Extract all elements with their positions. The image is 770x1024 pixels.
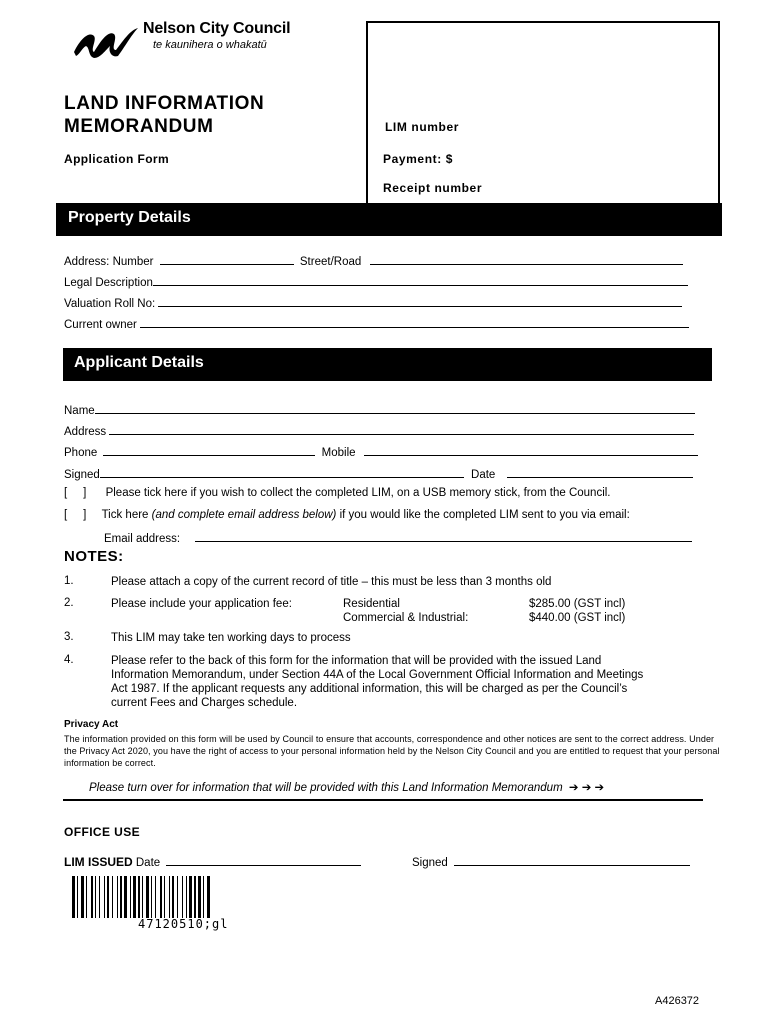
email-address-row	[104, 530, 692, 545]
address-row	[64, 253, 683, 268]
valuation-label: Valuation Roll No:	[64, 298, 156, 310]
note-1-text: Please attach a copy of the current record of title – this must be less than 3 months old	[111, 576, 552, 588]
barcode-text: 47120510;gl	[138, 917, 229, 931]
owner-row	[64, 316, 689, 331]
street-road-label: Street/Road	[299, 256, 362, 268]
mobile-label: Mobile	[321, 447, 356, 459]
note-2-number: 2.	[64, 597, 74, 609]
usb-option-text: Please tick here if you wish to collect the completed LIM, on a USB memory stick, from the Council.	[105, 487, 611, 499]
note-4-line-1: Please refer to the back of this form for the information that will be provided with the issued Land	[111, 655, 602, 667]
current-owner-field[interactable]	[140, 316, 689, 328]
usb-option-row	[64, 487, 611, 499]
note-4-line-4: current Fees and Charges schedule.	[111, 697, 298, 709]
signed-field[interactable]	[100, 466, 464, 478]
applicant-address-field[interactable]	[109, 423, 694, 435]
payment-label: Payment: $	[383, 152, 454, 166]
notes-heading: NOTES:	[64, 548, 124, 565]
phone-field[interactable]	[103, 444, 315, 456]
lim-issued-date-label: Date	[135, 857, 161, 869]
note-4-line-2: Information Memorandum, under Section 44A of the Local Government Official Information and Meetings	[111, 669, 644, 681]
note-2-text: Please include your application fee:	[111, 598, 292, 610]
council-logo-icon	[72, 22, 140, 60]
email-address-field[interactable]	[195, 530, 692, 542]
name-field[interactable]	[95, 402, 695, 414]
lim-issued-label: LIM ISSUED	[64, 855, 133, 869]
valuation-row	[64, 295, 682, 310]
page-title	[64, 92, 264, 138]
fee-residential-label: Residential	[343, 598, 400, 610]
applicant-details-heading: Applicant Details	[74, 354, 204, 371]
legal-description-label: Legal Description	[64, 277, 153, 289]
turn-over-note	[89, 780, 604, 794]
signed-label: Signed	[64, 469, 100, 481]
note-3-number: 3.	[64, 631, 74, 643]
note-4-line-3: Act 1987. If the applicant requests any additional information, this will be charged as per the Council’s	[111, 683, 628, 695]
phone-row	[64, 444, 698, 459]
office-signed-label: Signed	[412, 857, 448, 869]
form-subtitle: Application Form	[64, 152, 170, 166]
note-3-text: This LIM may take ten working days to process	[111, 632, 351, 644]
fee-commercial-label: Commercial & Industrial:	[343, 612, 469, 624]
signed-row	[64, 466, 693, 481]
date-field[interactable]	[507, 466, 693, 478]
current-owner-label: Current owner	[64, 319, 137, 331]
lim-issued-date-field[interactable]	[166, 854, 361, 866]
turn-over-text: Please turn over for information that will be provided with this Land Information Memorandum	[89, 782, 563, 794]
email-option-text-pre: Tick here	[101, 509, 149, 521]
date-label: Date	[471, 469, 496, 481]
divider	[63, 799, 703, 801]
legal-description-row	[64, 274, 688, 289]
legal-description-field[interactable]	[153, 274, 688, 286]
barcode-icon	[72, 876, 302, 918]
mobile-field[interactable]	[364, 444, 698, 456]
org-name: Nelson City Council	[143, 20, 291, 37]
address-number-field[interactable]	[160, 253, 294, 265]
applicant-address-label: Address	[64, 426, 107, 438]
privacy-text: The information provided on this form will be used by Council to ensure that accounts, correspondence and other notices are sent to the correct address. Under the Privacy Act 2020, you have the right of access to your personal information held by the Nelson City Council and you are entitled to request that your personal information be correct.	[64, 734, 720, 768]
note-1-number: 1.	[64, 575, 74, 587]
email-option-text-post: if you would like the completed LIM sent to you via email:	[339, 509, 630, 521]
title-line-2: MEMORANDUM	[64, 116, 214, 137]
office-signed-field[interactable]	[454, 854, 690, 866]
email-option-row	[64, 509, 630, 521]
usb-checkbox[interactable]: [ ]	[64, 487, 87, 499]
street-road-field[interactable]	[370, 253, 683, 265]
lim-issued-row	[64, 854, 361, 869]
org-subtitle: te kaunihera o whakatū	[153, 39, 267, 51]
email-checkbox[interactable]: [ ]	[64, 509, 87, 521]
email-option-text-italic: (and complete email address below)	[151, 509, 337, 521]
office-signed-row	[412, 854, 690, 869]
office-box	[366, 21, 720, 206]
title-line-1: LAND INFORMATION	[64, 93, 265, 114]
property-details-heading: Property Details	[68, 209, 191, 226]
applicant-details-header	[63, 348, 712, 381]
address-number-label: Address: Number	[64, 256, 154, 268]
name-row	[64, 402, 695, 417]
lim-number-label: LIM number	[385, 120, 459, 134]
applicant-address-row	[64, 423, 694, 438]
document-reference: A426372	[655, 995, 700, 1007]
name-label: Name	[64, 405, 95, 417]
receipt-number-label: Receipt number	[383, 181, 483, 195]
property-details-header	[56, 203, 722, 236]
phone-label: Phone	[64, 447, 98, 459]
privacy-heading: Privacy Act	[64, 719, 119, 730]
email-address-label: Email address:	[104, 533, 181, 545]
valuation-field[interactable]	[158, 295, 682, 307]
note-4-text	[111, 654, 643, 710]
fee-residential-amount: $285.00 (GST incl)	[529, 598, 626, 610]
office-use-heading: OFFICE USE	[64, 825, 141, 839]
note-4-number: 4.	[64, 654, 74, 666]
arrow-right-icon: ➔ ➔ ➔	[568, 782, 605, 794]
fee-commercial-amount: $440.00 (GST incl)	[529, 612, 626, 624]
